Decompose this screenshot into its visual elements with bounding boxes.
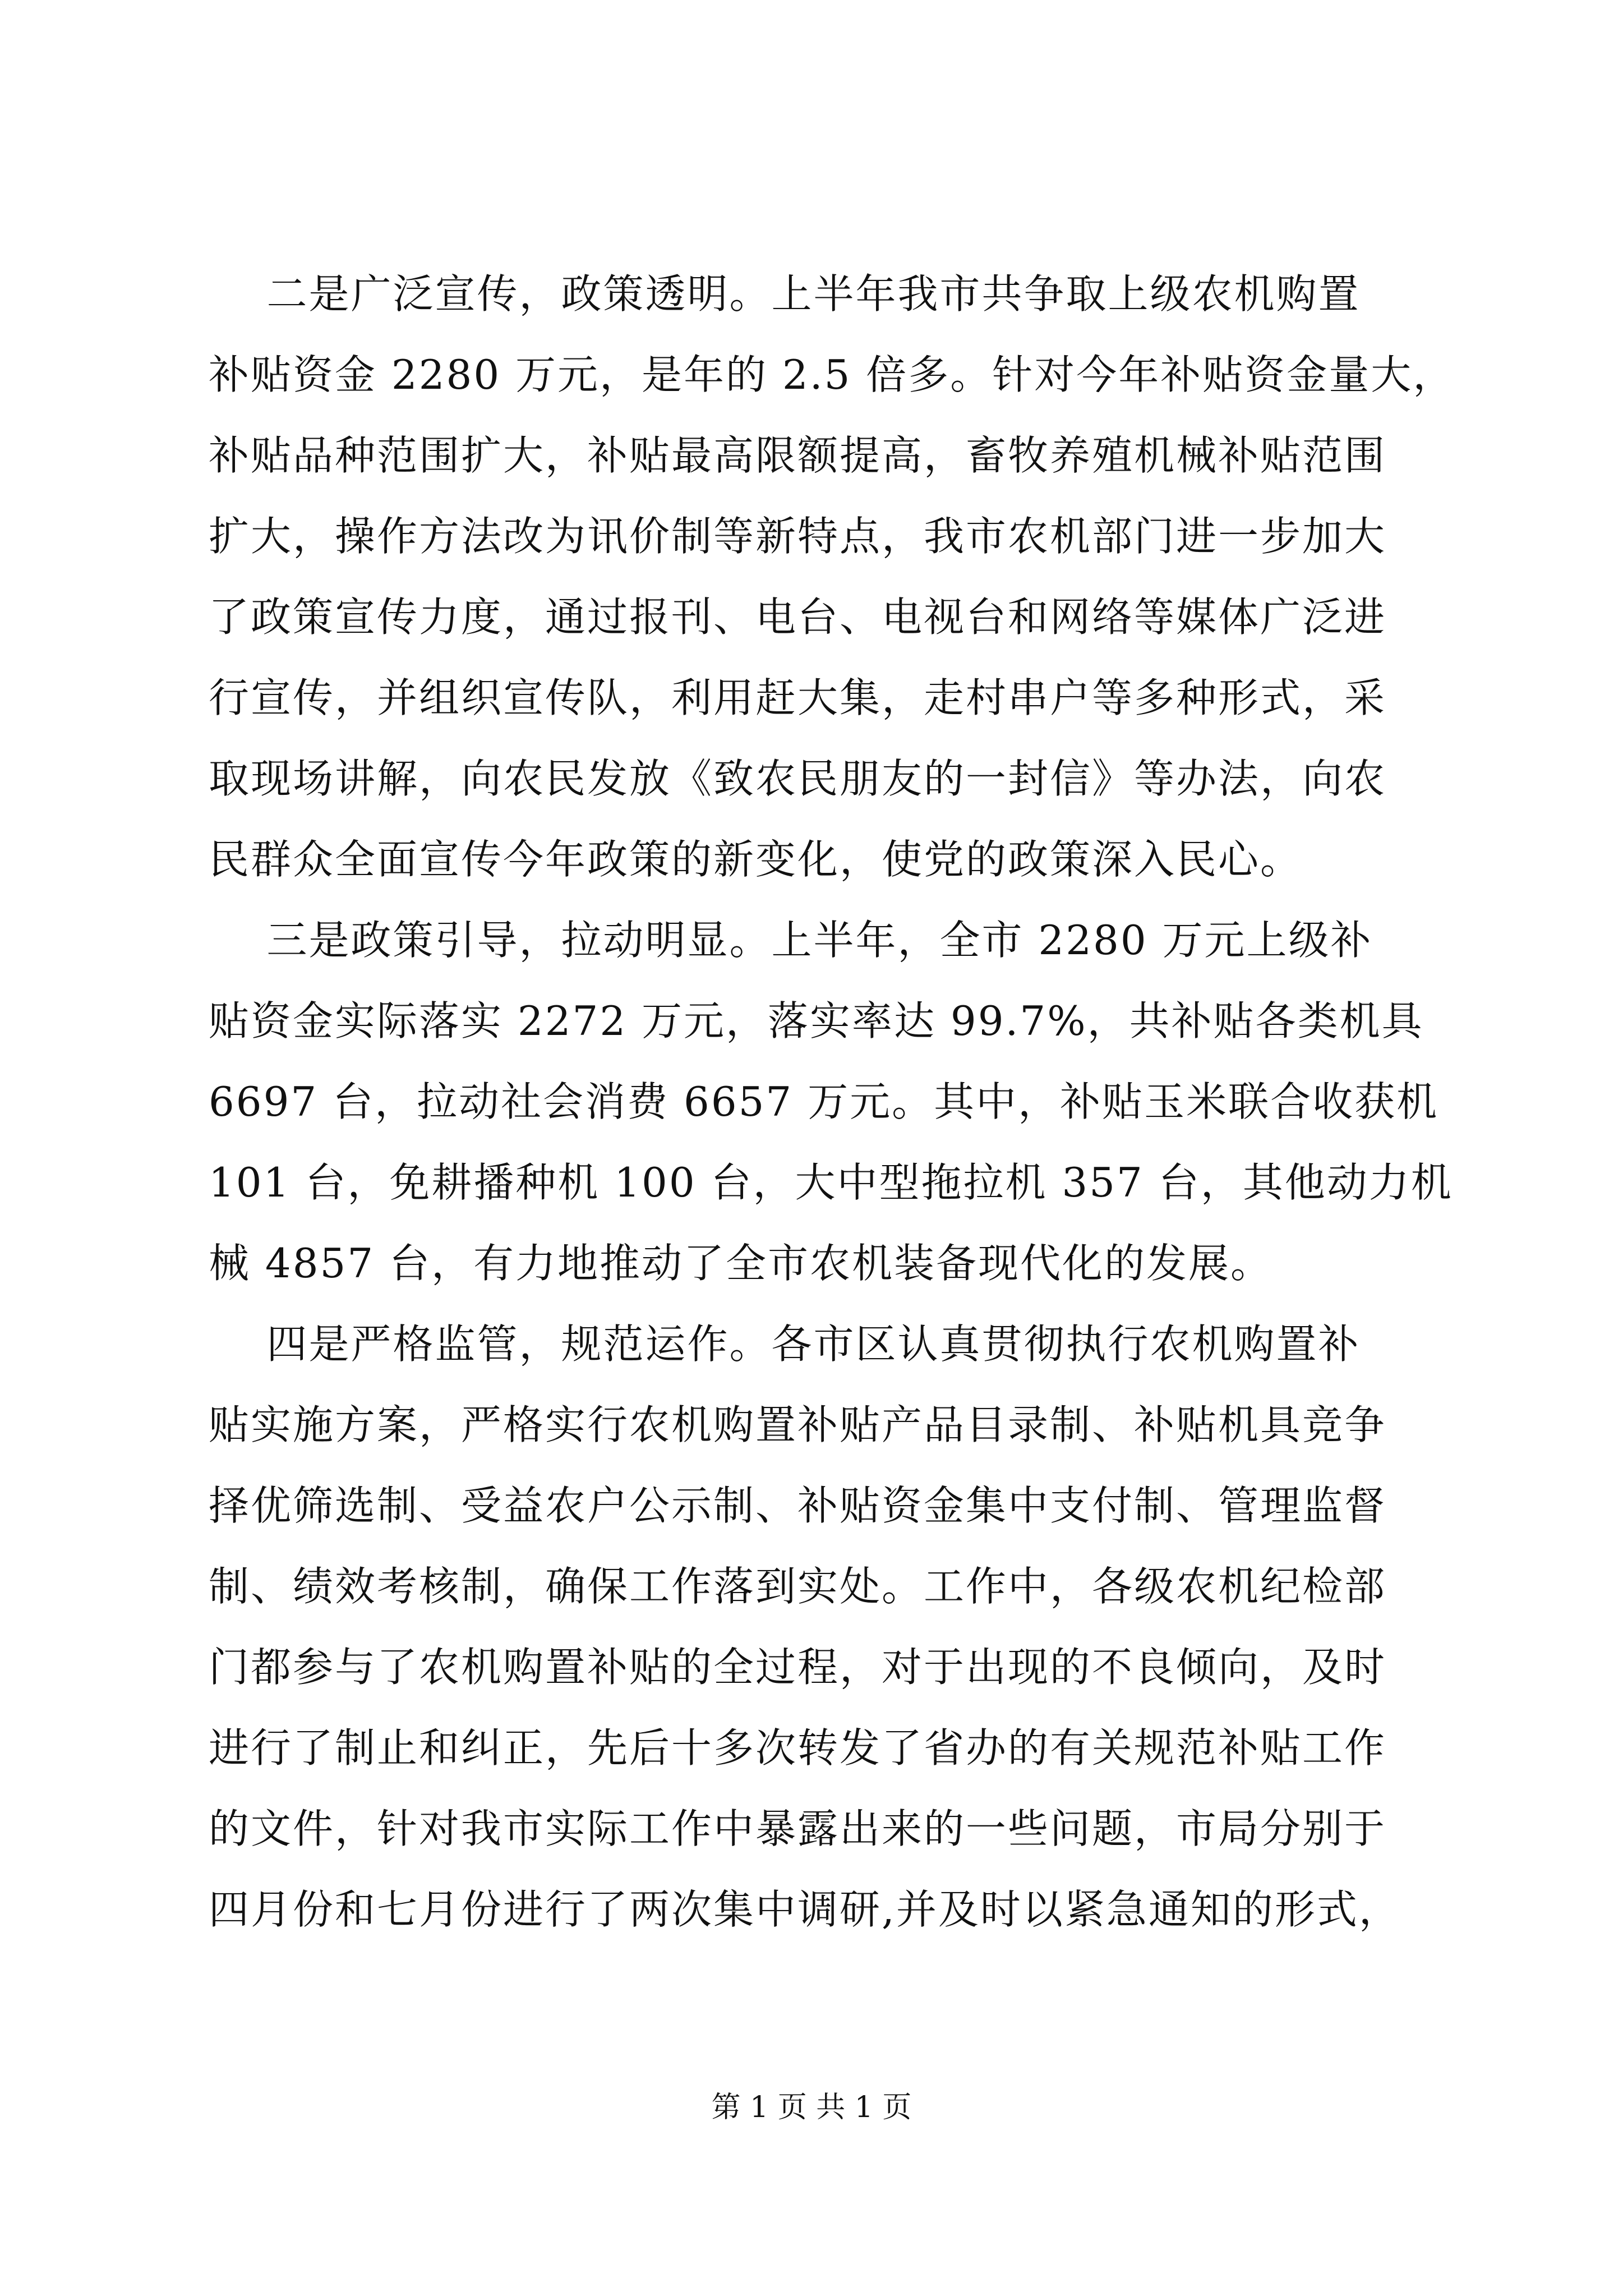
text-line: 民群众全面宣传今年政策的新变化，使党的政策深入民心。 (209, 836, 1303, 883)
text-line: 了政策宣传力度，通过报刊、电台、电视台和网络等媒体广泛进 (209, 593, 1387, 641)
text-line: 补贴品种范围扩大，补贴最高限额提高，畜牧养殖机械补贴范围 (209, 432, 1387, 479)
body-text (209, 254, 1455, 1950)
text-line: 取现场讲解，向农民发放《致农民朋友的一封信》等办法，向农 (209, 755, 1387, 802)
text-line: 扩大，操作方法改为讯价制等新特点，我市农机部门进一步加大 (209, 513, 1387, 560)
text-line: 行宣传，并组织宣传队，利用赶大集，走村串户等多种形式，采 (209, 674, 1387, 721)
text-line: 门都参与了农机购置补贴的全过程，对于出现的不良倾向，及时 (209, 1644, 1387, 1691)
text-line: 贴实施方案，严格实行农机购置补贴产品目录制、补贴机具竞争 (209, 1401, 1387, 1448)
text-line: 四月份和七月份进行了两次集中调研,并及时以紧急通知的形式， (209, 1886, 1401, 1933)
page-number: 第 1 页 共 1 页 (711, 2091, 912, 2124)
text-line: 四是严格监管，规范运作。各市区认真贯彻执行农机购置补 (209, 1320, 1361, 1368)
text-line: 6697 台，拉动社会消费 6657 万元。其中，补贴玉米联合收获机 (209, 1078, 1439, 1125)
page-footer (0, 2088, 1623, 2127)
text-line: 三是政策引导，拉动明显。上半年，全市 2280 万元上级补 (209, 917, 1373, 964)
text-line: 械 4857 台，有力地推动了全市农机装备现代化的发展。 (209, 1240, 1273, 1287)
text-line: 的文件，针对我市实际工作中暴露出来的一些问题，市局分别于 (209, 1805, 1387, 1852)
text-line: 贴资金实际落实 2272 万元，落实率达 99.7%，共补贴各类机具 (209, 997, 1424, 1045)
text-line: 补贴资金 2280 万元，是年的 2.5 倍多。针对今年补贴资金量大， (209, 351, 1455, 398)
text-line: 择优筛选制、受益农户公示制、补贴资金集中支付制、管理监督 (209, 1482, 1387, 1529)
text-line: 进行了制止和纠正，先后十多次转发了省办的有关规范补贴工作 (209, 1724, 1387, 1772)
text-line: 二是广泛宣传，政策透明。上半年我市共争取上级农机购置 (209, 270, 1361, 318)
text-line: 101 台，免耕播种机 100 台，大中型拖拉机 357 台，其他动力机 (209, 1159, 1453, 1206)
text-line: 制、绩效考核制，确保工作落到实处。工作中，各级农机纪检部 (209, 1563, 1387, 1610)
